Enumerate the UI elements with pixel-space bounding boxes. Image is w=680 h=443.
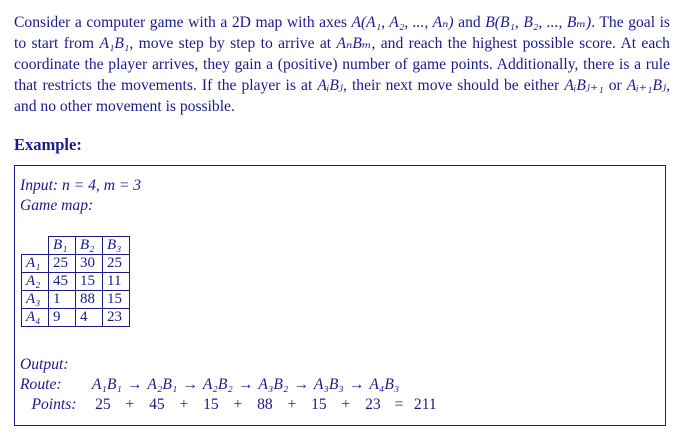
point-value: 45 [149,396,165,413]
route-step: A₁B₁ [91,376,122,393]
table-cell: 11 [103,273,130,291]
arrow-icon: → [237,376,254,393]
current-position: AᵢBⱼ [317,77,343,94]
plus-sign: + [179,396,189,413]
table-cell: 4 [76,309,103,327]
route-step: A₂B₁ [147,376,178,393]
points-row [20,395,640,415]
arrow-icon: → [182,376,198,393]
table-cell: 1 [49,291,76,309]
axis-b: B(B₁, B₂, ..., Bₘ) [485,14,592,31]
move-option-1: AᵢBⱼ₊₁ [564,77,604,94]
intro-text: or [603,77,627,94]
plus-sign: + [287,396,297,413]
equals-sign: = [394,396,404,413]
point-value: 23 [365,396,381,413]
row-header: A₄ [22,309,49,327]
input-section [20,176,141,327]
table-cell: 45 [49,273,76,291]
point-value: 88 [257,396,273,413]
table-row [22,255,130,273]
table-cell: 25 [103,255,130,273]
table-cell: 88 [76,291,103,309]
example-box [14,165,666,426]
route-step: A₂B₂ [202,376,233,393]
axis-a: A(A₁, A₂, ..., Aₙ) [351,14,454,31]
column-header: B₁ [49,237,76,255]
row-header: A₁ [22,255,49,273]
point-value: 15 [203,396,219,413]
point-value: 15 [311,396,327,413]
output-section [20,355,640,415]
intro-text: , their next move should be either [343,77,565,94]
table-cell: 23 [103,309,130,327]
route-row [20,375,640,395]
table-cell: 30 [76,255,103,273]
intro-text: . The goal is to start from [14,14,671,52]
table-cell: 15 [103,291,130,309]
move-option-2: Aᵢ₊₁Bⱼ [626,77,667,94]
intro-text: , move step by step to arrive at [129,35,337,52]
table-header-row [22,237,130,255]
route-step: A₃B₃ [313,376,344,393]
table-row [22,273,130,291]
route-label: Route: [20,376,62,393]
arrow-icon: → [348,376,365,393]
end-coordinate: AₙBₘ [336,35,372,52]
output-label: Output: [20,356,69,373]
problem-statement [14,12,670,117]
table-cell: 15 [76,273,103,291]
game-map-table [21,236,130,327]
intro-text: Consider a computer game with a 2D map with axes [14,14,352,31]
plus-sign: + [341,396,351,413]
arrow-icon: → [126,376,143,393]
arrow-icon: → [293,376,309,393]
route-step: A₃B₂ [258,376,289,393]
game-map-label: Game map: [20,197,94,214]
document-page [14,12,670,426]
table-cell: 25 [49,255,76,273]
row-header: A₃ [22,291,49,309]
table-cell: 9 [49,309,76,327]
intro-text: , and no other movement is possible. [14,77,670,115]
column-header: B₂ [76,237,103,255]
start-coordinate: A₁B₁ [99,35,130,52]
table-row [22,309,130,327]
points-total: 211 [413,396,437,413]
column-header: B₃ [103,237,130,255]
table-corner [22,237,49,255]
input-line: Input: n = 4, m = 3 [20,177,142,194]
table-row [22,291,130,309]
plus-sign: + [233,396,243,413]
plus-sign: + [125,396,135,413]
points-label: Points: [31,396,77,413]
intro-text: and [453,14,486,31]
example-heading: Example: [14,135,82,154]
row-header: A₂ [22,273,49,291]
intro-text: , and reach the highest possible score. At each coordinate the player arrives, they gain a (positive) number of game points. Additionally, there is a rule that restricts the movements. If the player is at [14,35,670,94]
route-step: A₄B₃ [369,376,400,393]
point-value: 25 [95,396,111,413]
